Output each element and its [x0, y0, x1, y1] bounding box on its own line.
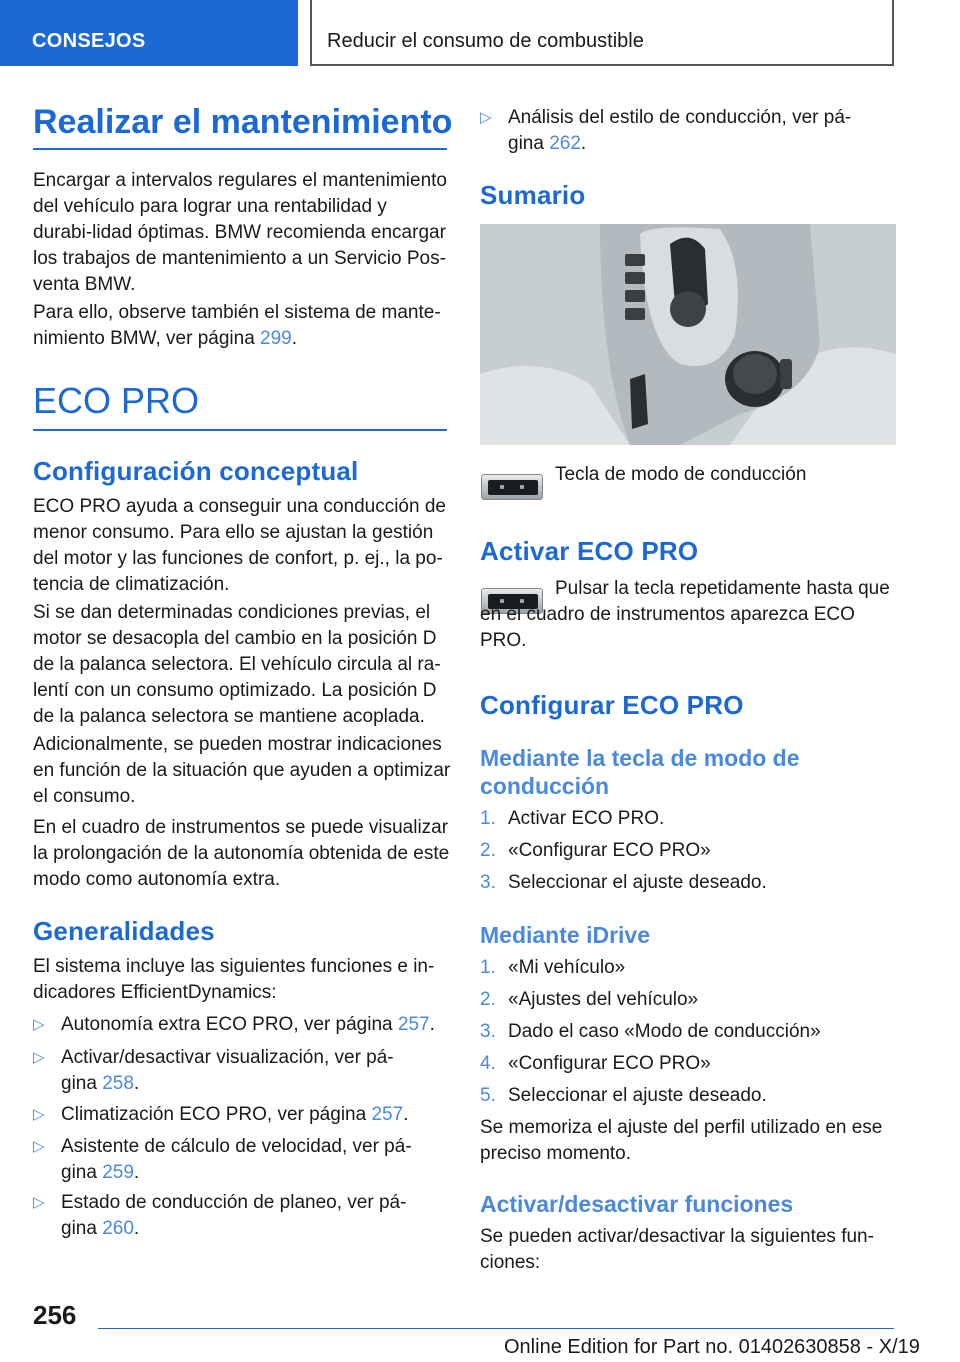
page-link[interactable]: 260	[102, 1218, 134, 1239]
step-item: 3. Seleccionar el ajuste deseado.	[480, 872, 767, 893]
funciones-paragraph: Se pueden activar/desactivar la siguientes fun-ciones:	[480, 1226, 874, 1273]
heading-activar-desactivar-funciones: Activar/desactivar funciones	[480, 1191, 794, 1217]
page-number: 256	[33, 1300, 77, 1330]
bullet-item: ▷ Análisis del estilo de conducción, ver pá-gina 262.	[480, 107, 852, 154]
step-item: 1. Activar ECO PRO.	[480, 808, 665, 829]
header-border-bottom	[310, 64, 894, 66]
mantenimiento-paragraph: Encargar a intervalos regulares el mantenimiento del vehículo para lograr una rentabilidad y durabi-lidad óptimas. BMW recomienda encargar los trabajos de mantenimiento a un Servicio Pos-venta BMW.	[33, 170, 447, 295]
page-header	[0, 0, 960, 66]
page-link[interactable]: 262	[549, 133, 581, 154]
heading-activar-eco-pro: Activar ECO PRO	[480, 536, 699, 566]
heading-generalidades: Generalidades	[33, 916, 215, 946]
conceptual-paragraph-1: ECO PRO ayuda a conseguir una conducción de menor consumo. Para ello se ajustan la gestión del motor y las funciones de confort, p. ej., la po-tencia de climatización.	[33, 496, 446, 595]
heading-mediante-idrive: Mediante iDrive	[480, 922, 650, 948]
center-console-photo	[480, 224, 896, 445]
page-link[interactable]: 258	[102, 1073, 134, 1094]
heading-rule	[33, 148, 447, 150]
step-item: 1. «Mi vehículo»	[480, 957, 626, 978]
step-item: 2. «Ajustes del vehículo»	[480, 989, 699, 1010]
chapter-title: Reducir el consumo de combustible	[327, 30, 644, 52]
driving-mode-key-icon	[481, 474, 543, 500]
heading-configurar-eco-pro: Configurar ECO PRO	[480, 690, 744, 720]
triangle-right-icon: ▷	[480, 109, 492, 126]
heading-mantenimiento: Realizar el mantenimiento	[33, 103, 453, 141]
step-item: 4. «Configurar ECO PRO»	[480, 1053, 711, 1074]
step-item: 3. Dado el caso «Modo de conducción»	[480, 1021, 821, 1042]
step-item: 2. «Configurar ECO PRO»	[480, 840, 711, 861]
bullet-item: ▷ Autonomía extra ECO PRO, ver página 257.	[33, 1012, 447, 1038]
heading-mediante-tecla: Mediante la tecla de modo de conducción	[480, 745, 800, 799]
activar-paragraph: Pulsar la tecla repetidamente hasta que en el cuadro de instrumentos aparezca ECO PRO.	[480, 578, 890, 651]
page-link[interactable]: 259	[102, 1162, 134, 1183]
step-item: 5. Seleccionar el ajuste deseado.	[480, 1085, 767, 1106]
heading-configuracion-conceptual: Configuración conceptual	[33, 456, 359, 486]
bullet-item: ▷ Asistente de cálculo de velocidad, ver pá-gina 259.	[33, 1136, 412, 1183]
bullet-item: ▷ Estado de conducción de planeo, ver pá-gina 260.	[33, 1192, 407, 1239]
page-link[interactable]: 257	[371, 1104, 404, 1125]
triangle-right-icon: ▷	[33, 1016, 45, 1033]
conceptual-paragraph-4: En el cuadro de instrumentos se puede visualizar la prolongación de la autonomía obtenida de este modo como autonomía extra.	[33, 817, 450, 890]
triangle-right-icon: ▷	[33, 1138, 45, 1155]
conceptual-paragraph-3: Adicionalmente, se pueden mostrar indicaciones en función de la situación que ayuden a optimizar el consumo.	[33, 734, 451, 807]
footer-rule	[98, 1328, 894, 1329]
bullet-item: ▷ Climatización ECO PRO, ver página 257.	[33, 1102, 447, 1128]
mantenimiento-paragraph-2: Para ello, observe también el sistema de mante-nimiento BMW, ver página 299.	[33, 302, 441, 349]
heading-rule	[33, 429, 447, 431]
section-tab: CONSEJOS	[0, 0, 298, 66]
console-illustration	[480, 224, 896, 445]
header-separator	[310, 0, 312, 66]
triangle-right-icon: ▷	[33, 1106, 45, 1123]
bullet-item: ▷ Activar/desactivar visualización, ver pá-gina 258.	[33, 1047, 394, 1094]
key-caption: Tecla de modo de conducción	[555, 464, 807, 485]
page-link[interactable]: 257	[397, 1014, 430, 1035]
page-link[interactable]: 299	[260, 328, 292, 349]
heading-sumario: Sumario	[480, 180, 586, 210]
idrive-note: Se memoriza el ajuste del perfil utilizado en ese preciso momento.	[480, 1117, 883, 1164]
header-border-right	[892, 0, 894, 66]
generalidades-paragraph: El sistema incluye las siguientes funciones e in-dicadores EfficientDynamics:	[33, 956, 435, 1003]
heading-eco-pro: ECO PRO	[33, 380, 200, 421]
triangle-right-icon: ▷	[33, 1194, 45, 1211]
triangle-right-icon: ▷	[33, 1049, 45, 1066]
conceptual-paragraph-2: Si se dan determinadas condiciones previas, el motor se desacopla del cambio en la posición D de la palanca selectora. El vehículo circula al ra-lentí con un consumo optimizado. La posición D de la palanca selectora se mantiene acoplada.	[33, 602, 441, 727]
edition-note: Online Edition for Part no. 01402630858 - X/19	[504, 1336, 920, 1358]
